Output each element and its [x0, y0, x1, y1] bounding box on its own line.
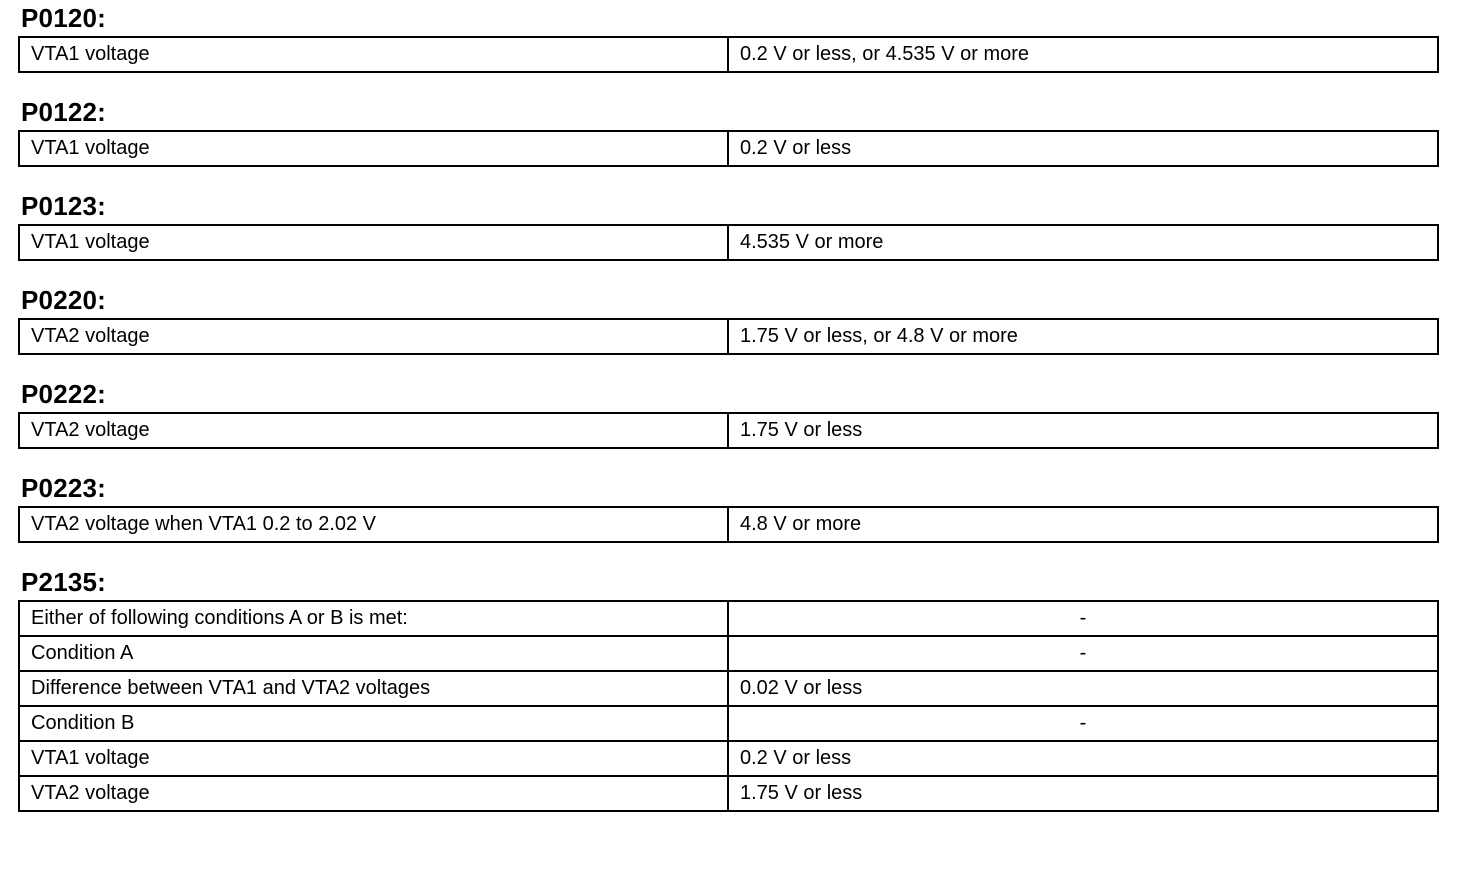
- value-cell: 0.2 V or less, or 4.535 V or more: [728, 37, 1438, 72]
- table-row: [19, 507, 1438, 542]
- value-cell: 1.75 V or less: [728, 776, 1438, 811]
- value-cell: 1.75 V or less, or 4.8 V or more: [728, 319, 1438, 354]
- table-row: [19, 319, 1438, 354]
- condition-cell: VTA1 voltage: [19, 131, 728, 166]
- dtc-code-heading: P0222:: [21, 379, 107, 409]
- condition-cell: VTA2 voltage: [19, 319, 728, 354]
- value-cell: 1.75 V or less: [728, 413, 1438, 448]
- table-row: [19, 776, 1438, 811]
- dtc-condition-table: [18, 130, 1439, 167]
- table-row: [19, 706, 1438, 741]
- dtc-code-heading: P0120:: [21, 3, 107, 33]
- value-cell: 4.535 V or more: [728, 225, 1438, 260]
- dtc-code-heading: P2135:: [21, 567, 107, 597]
- value-cell: 0.2 V or less: [728, 131, 1438, 166]
- condition-cell: VTA2 voltage when VTA1 0.2 to 2.02 V: [19, 507, 728, 542]
- condition-cell: Difference between VTA1 and VTA2 voltages: [19, 671, 728, 706]
- table-row: [19, 413, 1438, 448]
- table-row: [19, 131, 1438, 166]
- dtc-code-heading: P0223:: [21, 473, 107, 503]
- dtc-section-p0123: [18, 188, 1437, 261]
- dtc-condition-table: [18, 224, 1439, 261]
- dtc-condition-table: [18, 412, 1439, 449]
- dtc-code-heading: P0220:: [21, 285, 107, 315]
- value-cell: -: [728, 636, 1438, 671]
- table-row: [19, 671, 1438, 706]
- value-cell: -: [728, 706, 1438, 741]
- dtc-code-heading: P0123:: [21, 191, 107, 221]
- dtc-section-p0222: [18, 376, 1437, 449]
- value-cell: -: [728, 601, 1438, 636]
- condition-cell: VTA1 voltage: [19, 741, 728, 776]
- condition-cell: VTA2 voltage: [19, 413, 728, 448]
- dtc-section-p0223: [18, 470, 1437, 543]
- condition-cell: Condition B: [19, 706, 728, 741]
- table-row: [19, 225, 1438, 260]
- condition-cell: VTA1 voltage: [19, 37, 728, 72]
- dtc-section-p0220: [18, 282, 1437, 355]
- dtc-section-p0120: [18, 0, 1437, 73]
- table-row: [19, 741, 1438, 776]
- value-cell: 0.02 V or less: [728, 671, 1438, 706]
- value-cell: 4.8 V or more: [728, 507, 1438, 542]
- dtc-section-p0122: [18, 94, 1437, 167]
- condition-cell: VTA1 voltage: [19, 225, 728, 260]
- dtc-code-heading: P0122:: [21, 97, 107, 127]
- dtc-condition-document: [18, 0, 1437, 812]
- dtc-condition-table: [18, 506, 1439, 543]
- dtc-condition-table: [18, 318, 1439, 355]
- value-cell: 0.2 V or less: [728, 741, 1438, 776]
- condition-cell: Condition A: [19, 636, 728, 671]
- table-row: [19, 636, 1438, 671]
- dtc-condition-table: [18, 36, 1439, 73]
- dtc-section-p2135: [18, 564, 1437, 812]
- condition-cell: VTA2 voltage: [19, 776, 728, 811]
- table-row: [19, 37, 1438, 72]
- dtc-condition-table: [18, 600, 1439, 812]
- table-row: [19, 601, 1438, 636]
- condition-cell: Either of following conditions A or B is met:: [19, 601, 728, 636]
